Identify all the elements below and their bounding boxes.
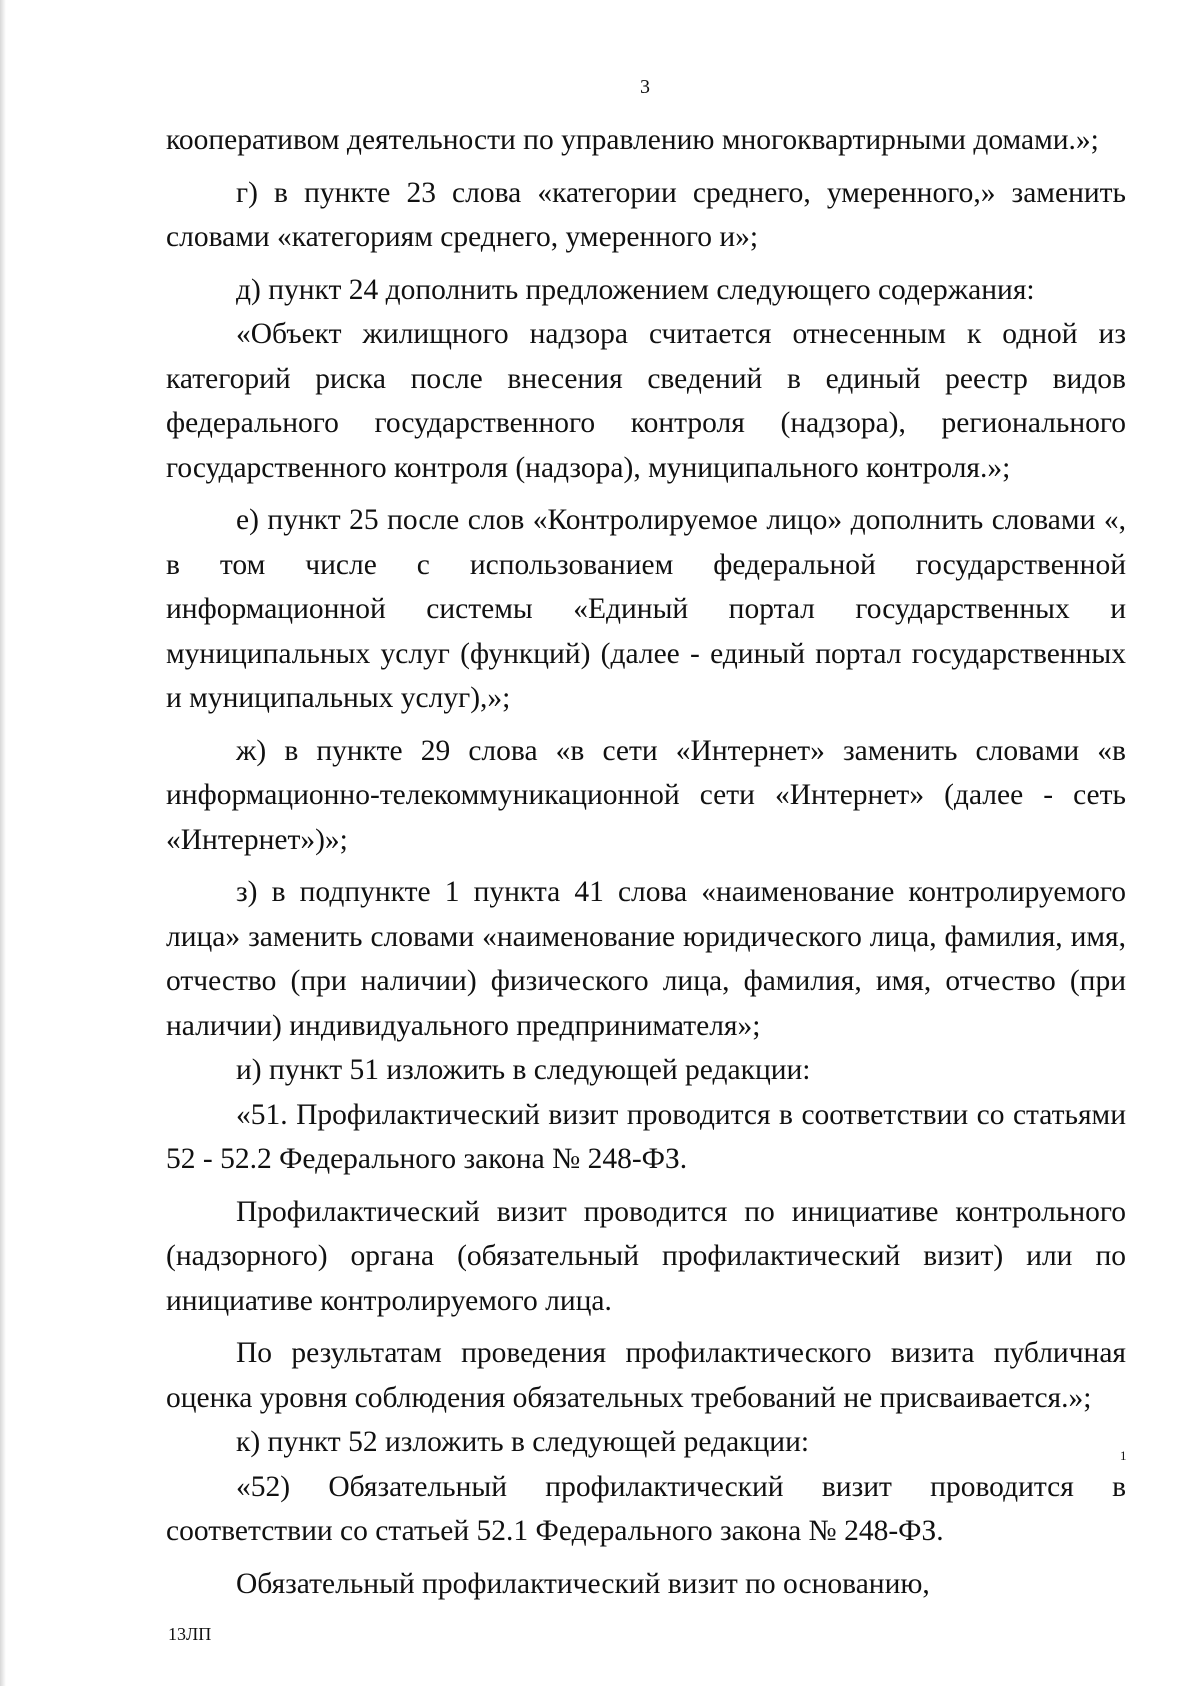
footer-document-code: 13ЛП	[168, 1624, 212, 1644]
paragraph: кооперативом деятельности по управлению многоквартирными домами.»;	[166, 124, 1099, 156]
paragraph: «52) Обязательный профилактический визит проводится в соответствии со статьей 52.1 Федерального закона № 248-ФЗ.	[166, 1470, 1126, 1547]
paragraph: «Объект жилищного надзора считается отнесенным к одной из категорий риска после внесения сведений в единый реестр видов федерального государственного контроля (надзора), регионального государственного контроля (надзора), муниципального контроля.»;	[166, 318, 1126, 484]
paragraph: Профилактический визит проводится по инициативе контрольного (надзорного) органа (обязательный профилактический визит) или по инициативе контролируемого лица.	[166, 1195, 1126, 1317]
paragraph: Обязательный профилактический визит по основанию,	[236, 1567, 930, 1600]
paragraph: з) в подпункте 1 пункта 41 слова «наименование контролируемого лица» заменить словами «наименование юридического лица, фамилия, имя, отчество (при наличии) физического лица, фамилия, имя, отчество (при наличии) индивидуального предпринимателя»;	[166, 876, 1126, 1042]
side-mark: 1	[1120, 1448, 1127, 1463]
paragraph: «51. Профилактический визит проводится в соответствии со статьями 52 - 52.2 Федерального закона № 248-ФЗ.	[166, 1098, 1126, 1175]
paragraph: д) пункт 24 дополнить предложением следующего содержания:	[236, 273, 1035, 306]
scan-edge	[0, 0, 6, 1686]
paragraph: к) пункт 52 изложить в следующей редакции:	[236, 1426, 810, 1458]
paragraph: ж) в пункте 29 слова «в сети «Интернет» заменить словами «в информационно-телекоммуникационной сети «Интернет» (далее - сеть «Интернет»)»;	[166, 734, 1126, 856]
paragraph: и) пункт 51 изложить в следующей редакции:	[236, 1054, 811, 1086]
document-body	[166, 118, 1126, 1606]
page-number: 3	[640, 76, 650, 98]
paragraph: г) в пункте 23 слова «категории среднего, умеренного,» заменить словами «категориям среднего, умеренного и»;	[166, 176, 1126, 253]
paragraph: е) пункт 25 после слов «Контролируемое лицо» дополнить словами «, в том числе с использованием федеральной государственной информационной системы «Единый портал государственных и муниципальных услуг (функций) (далее - единый портал государственных и муниципальных услуг),»;	[166, 504, 1126, 714]
paragraph: По результатам проведения профилактического визита публичная оценка уровня соблюдения обязательных требований не присваивается.»;	[166, 1337, 1126, 1414]
